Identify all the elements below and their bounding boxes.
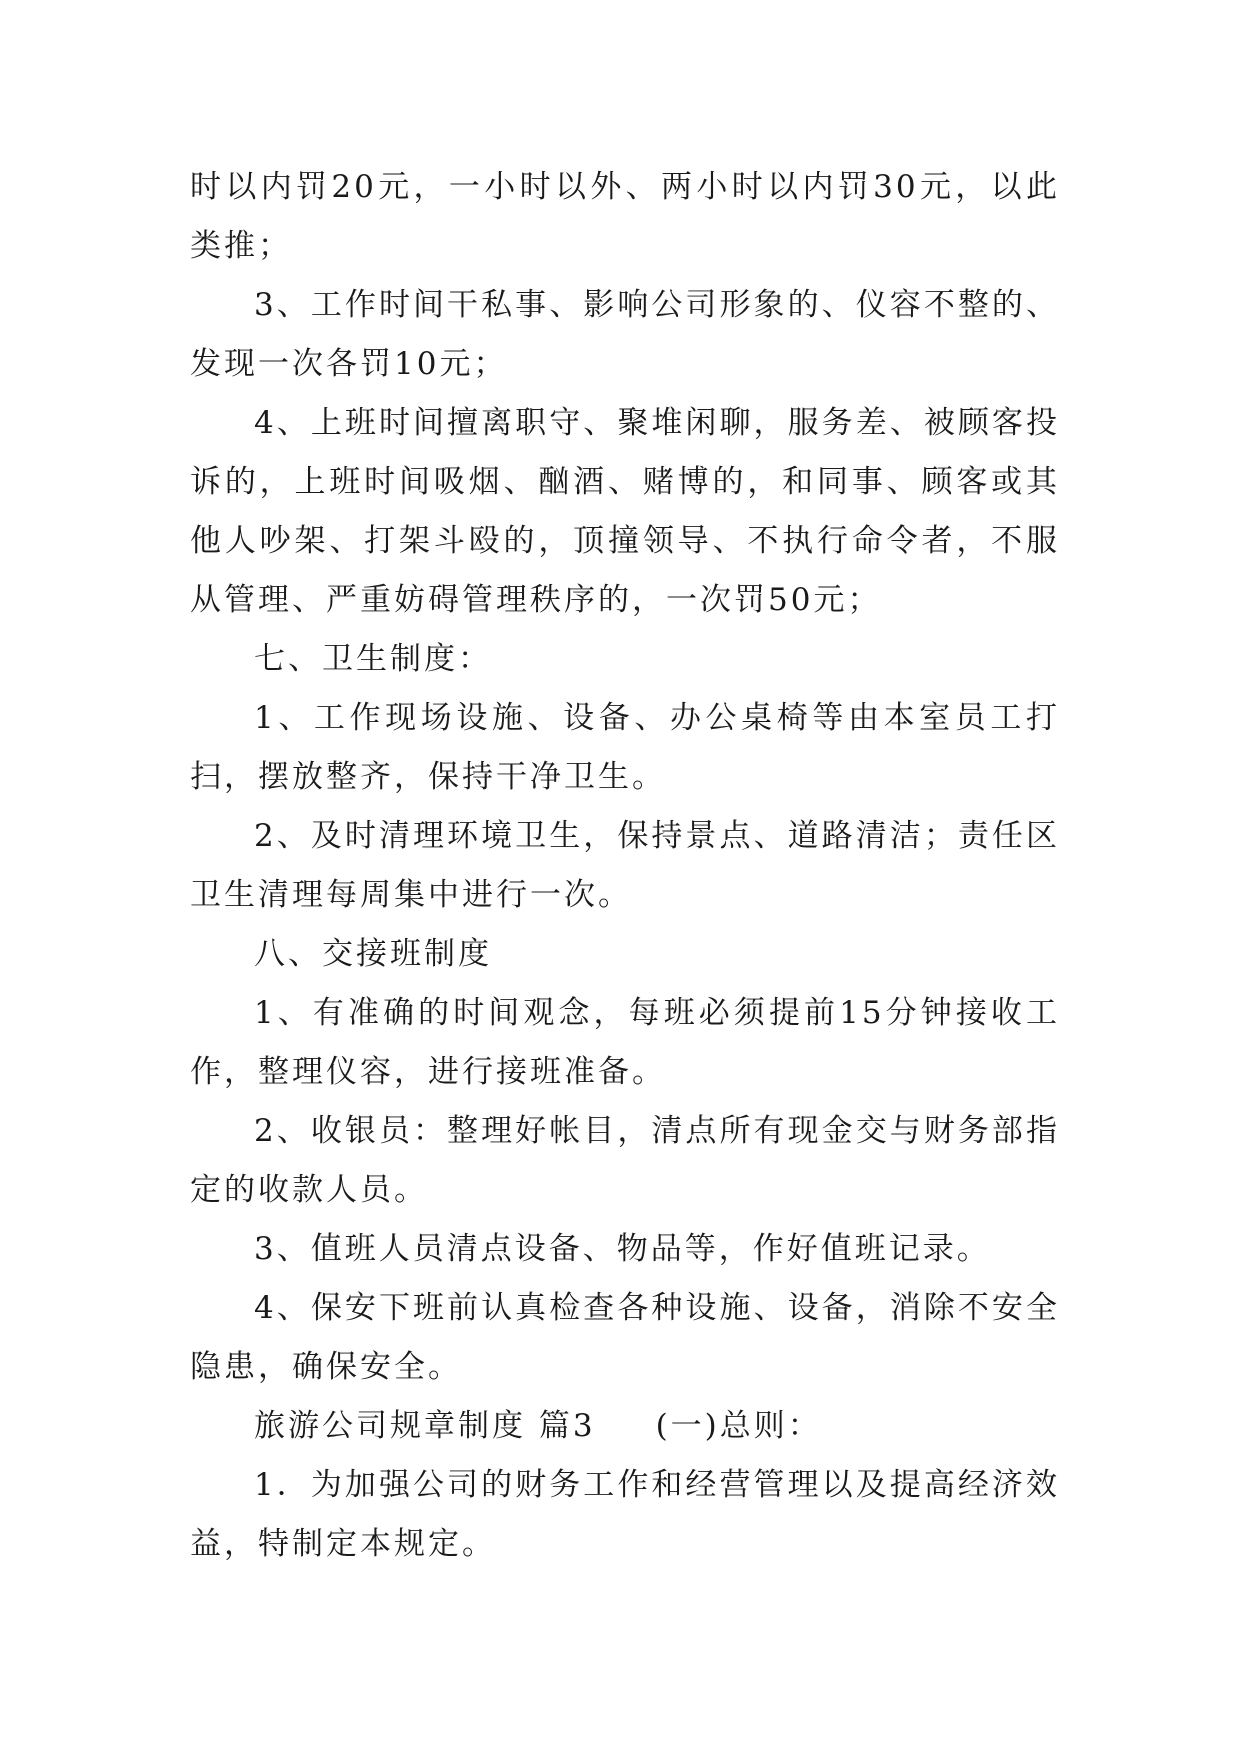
article-title: 旅游公司规章制度 篇3 bbox=[254, 1408, 596, 1444]
paragraph: 2、收银员：整理好帐目，清点所有现金交与财务部指定的收款人员。 bbox=[190, 1113, 1060, 1208]
article-subtitle: (一)总则： bbox=[655, 1408, 822, 1444]
paragraph: 4、保安下班前认真检查各种设施、设备，消除不安全隐患，确保安全。 bbox=[190, 1290, 1060, 1385]
paragraph: 1．为加强公司的财务工作和经营管理以及提高经济效益，特制定本规定。 bbox=[190, 1467, 1060, 1562]
document-body bbox=[190, 158, 1060, 1574]
paragraph: 3、工作时间干私事、影响公司形象的、仪容不整的、发现一次各罚10元； bbox=[190, 287, 1060, 382]
paragraph: 3、值班人员清点设备、物品等，作好值班记录。 bbox=[254, 1231, 991, 1267]
paragraph: 1、工作现场设施、设备、办公桌椅等由本室员工打扫，摆放整齐，保持干净卫生。 bbox=[190, 700, 1060, 795]
section-heading: 八、交接班制度 bbox=[254, 936, 492, 972]
article-heading bbox=[190, 1397, 1060, 1456]
paragraph: 2、及时清理环境卫生，保持景点、道路清洁；责任区卫生清理每周集中进行一次。 bbox=[190, 818, 1060, 913]
paragraph: 时以内罚20元，一小时以外、两小时以内罚30元，以此类推； bbox=[190, 169, 1060, 264]
paragraph: 1、有准确的时间观念，每班必须提前15分钟接收工作，整理仪容，进行接班准备。 bbox=[190, 995, 1060, 1090]
paragraph: 4、上班时间擅离职守、聚堆闲聊，服务差、被顾客投诉的，上班时间吸烟、酗酒、赌博的，和同事、顾客或其他人吵架、打架斗殴的，顶撞领导、不执行命令者，不服从管理、严重妨碍管理秩序的，一次罚50元； bbox=[190, 405, 1060, 618]
section-heading: 七、卫生制度： bbox=[254, 641, 492, 677]
